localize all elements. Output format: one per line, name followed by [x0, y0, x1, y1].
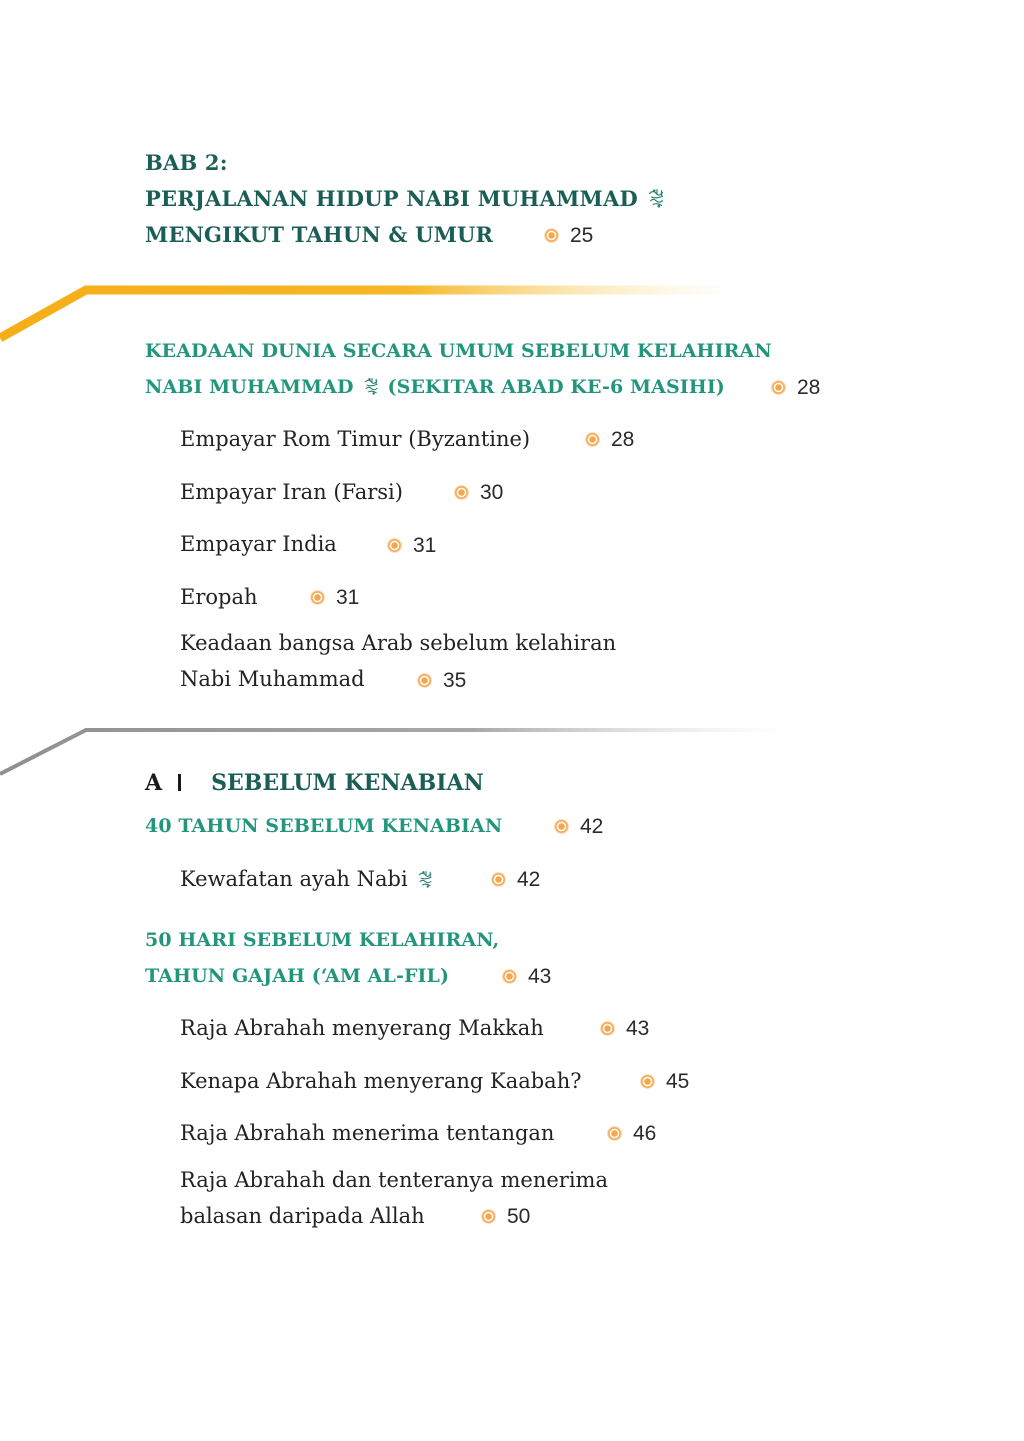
part-heading [145, 770, 484, 796]
part-separator [178, 774, 181, 791]
toc-item: Raja Abrahah menerima tentangan [180, 1121, 555, 1145]
page-number: 31 [336, 586, 360, 609]
toc-item-line-1: Keadaan bangsa Arab sebelum kelahiran [180, 631, 617, 655]
sun-bullet-icon [586, 433, 599, 446]
subsection-page-ref [503, 965, 551, 989]
toc-item-page-ref [388, 534, 436, 558]
subsection-title-line-1: 50 HARI SEBELUM KELAHIRAN, [145, 929, 500, 951]
page-number: 35 [443, 669, 467, 692]
toc-item: Empayar India [180, 532, 337, 556]
toc-item: Empayar Rom Timur (Byzantine) [180, 427, 531, 451]
part-letter: A [145, 770, 163, 796]
toc-item-line-2: Nabi Muhammad [180, 667, 365, 691]
sun-bullet-icon [545, 229, 558, 242]
page-number: 31 [413, 534, 437, 557]
part-title: SEBELUM KENABIAN [211, 770, 484, 796]
sun-bullet-icon [641, 1075, 654, 1088]
sun-bullet-icon [311, 591, 324, 604]
toc-item: Empayar Iran (Farsi) [180, 480, 403, 504]
page-number: 28 [797, 376, 821, 399]
section-title-line-2 [145, 376, 725, 398]
sun-bullet-icon [388, 539, 401, 552]
chapter-title-line-1 [145, 186, 668, 211]
page-number: 43 [528, 965, 552, 988]
toc-item [180, 867, 436, 891]
sun-bullet-icon [492, 873, 505, 886]
salawat-calligraphy-icon [646, 187, 668, 209]
section-page-ref [772, 376, 820, 400]
chapter-title-line-2: MENGIKUT TAHUN & UMUR [145, 222, 494, 247]
chapter-title-text: PERJALANAN HIDUP NABI MUHAMMAD [145, 186, 638, 211]
section-title-line-1: KEADAAN DUNIA SECARA UMUM SEBELUM KELAHIRAN [145, 340, 772, 362]
page-number: 46 [633, 1122, 657, 1145]
toc-item-page-ref [492, 868, 540, 892]
sun-bullet-icon [601, 1022, 614, 1035]
toc-item-page-ref [586, 428, 634, 452]
toc-item-page-ref [455, 481, 503, 505]
sun-bullet-icon [455, 486, 468, 499]
toc-item-page-ref [311, 586, 359, 610]
toc-item: Eropah [180, 585, 258, 609]
chapter-label: BAB 2: [145, 150, 228, 175]
sun-bullet-icon [772, 381, 785, 394]
toc-item-page-ref [608, 1122, 656, 1146]
sun-bullet-icon [555, 820, 568, 833]
toc-item-page-ref [418, 669, 466, 693]
page-number: 43 [626, 1017, 650, 1040]
subsection-title-line-2: TAHUN GAJAH (‘AM AL-FIL) [145, 965, 450, 987]
toc-item-page-ref [482, 1205, 530, 1229]
toc-item: Raja Abrahah menyerang Makkah [180, 1016, 544, 1040]
toc-item-text: Kewafatan ayah Nabi [180, 867, 408, 891]
toc-item-page-ref [641, 1070, 689, 1094]
page-number: 42 [580, 815, 604, 838]
chapter-page-ref [545, 224, 593, 248]
section-title-text-a: NABI MUHAMMAD [145, 376, 354, 398]
sun-bullet-icon [608, 1127, 621, 1140]
page-number: 30 [480, 481, 504, 504]
page-number: 28 [611, 428, 635, 451]
page-number: 50 [507, 1205, 531, 1228]
page-number: 42 [517, 868, 541, 891]
section-title-text-b: (SEKITAR ABAD KE-6 MASIHI) [387, 376, 725, 398]
page-number: 45 [666, 1070, 690, 1093]
salawat-calligraphy-icon [362, 376, 382, 396]
subsection-title: 40 TAHUN SEBELUM KENABIAN [145, 815, 503, 837]
sun-bullet-icon [503, 970, 516, 983]
salawat-calligraphy-icon [416, 869, 436, 889]
toc-item-line-2: balasan daripada Allah [180, 1204, 425, 1228]
toc-item-page-ref [601, 1017, 649, 1041]
toc-item: Kenapa Abrahah menyerang Kaabah? [180, 1069, 582, 1093]
subsection-page-ref [555, 815, 603, 839]
sun-bullet-icon [482, 1210, 495, 1223]
sun-bullet-icon [418, 674, 431, 687]
toc-item-line-1: Raja Abrahah dan tenteranya menerima [180, 1168, 608, 1192]
page-number: 25 [570, 224, 594, 247]
